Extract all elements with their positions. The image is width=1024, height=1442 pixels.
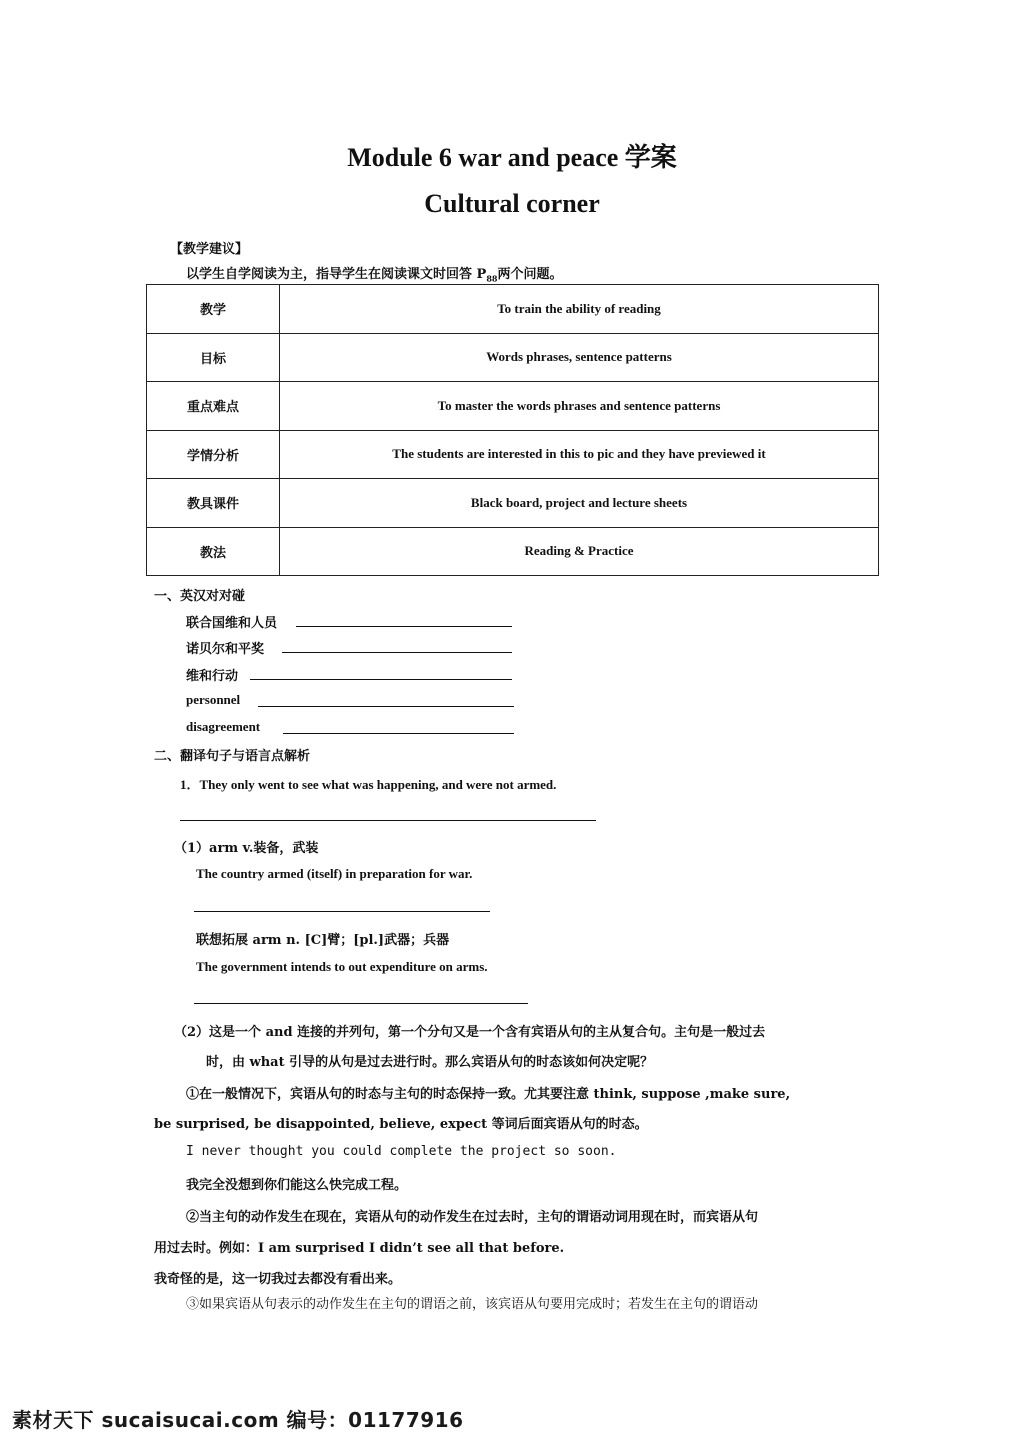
rule1-line1: ①在一般情况下，宾语从句的时态与主句的时态保持一致。尤其要注意 think, suppose ,make sure, [186,1087,791,1102]
teaching-plan-table [146,284,879,576]
point1-title: （1）arm v.装备，武装 [174,841,319,856]
watermark-bar [0,1396,1024,1442]
answer-blank[interactable] [180,820,596,821]
plan-row-value: To master the words phrases and sentence patterns [280,382,879,431]
point1-example2: The government intends to out expenditure on arms. [196,959,488,974]
advice-heading: 【教学建议】 [170,242,249,257]
plan-row [147,382,879,431]
answer-blank[interactable] [194,1003,528,1004]
page-title: Module 6 war and peace 学案 [347,143,677,172]
answer-blank[interactable] [194,911,490,912]
section2-heading: 二、翻译句子与语言点解析 [154,749,311,764]
answer-blank[interactable] [282,652,512,653]
section1-heading: 一、英汉对对碰 [154,589,246,604]
plan-row [147,430,879,479]
answer-blank[interactable] [283,733,514,734]
answer-blank[interactable] [258,706,514,707]
rule1-line2: be surprised, be disappointed, believe, expect 等词后面宾语从句的时态。 [154,1117,648,1132]
point1-extend: 联想拓展 arm n. [C]臂；[pl.]武器；兵器 [196,933,450,948]
point1-example: The country armed (itself) in preparation for war. [196,866,473,881]
plan-row-value: Words phrases, sentence patterns [280,333,879,382]
plan-row-value: Reading & Practice [280,527,879,576]
plan-row-label: 重点难点 [147,382,280,431]
advice-text-after: 两个问题。 [497,267,563,282]
plan-row-label: 教学 [147,285,280,334]
advice-text-before: 以学生自学阅读为主，指导学生在阅读课文时回答 P [186,267,487,282]
plan-row-value: The students are interested in this to pic and they have previewed it [280,430,879,479]
plan-row-value: To train the ability of reading [280,285,879,334]
plan-row-label: 目标 [147,333,280,382]
rule3-line1: ③如果宾语从句表示的动作发生在主句的谓语之前，该宾语从句要用完成时；若发生在主句的谓语动 [186,1297,759,1312]
answer-blank[interactable] [296,626,512,627]
rule2-line2: 用过去时。例如：I am surprised I didn’t see all that before. [154,1241,565,1256]
plan-row-label: 教法 [147,527,280,576]
sentence-1: 1．They only went to see what was happening, and were not armed. [180,777,557,792]
answer-blank[interactable] [250,679,512,680]
advice-page-number: 88 [486,273,498,284]
plan-row-label: 教具课件 [147,479,280,528]
example1-en: I never thought you could complete the project so soon. [186,1144,617,1159]
plan-row [147,527,879,576]
page-subtitle: Cultural corner [424,189,600,218]
example1-cn: 我完全没想到你们能这么快完成工程。 [186,1178,408,1193]
point2-line2: 时，由 what 引导的从句是过去进行时。那么宾语从句的时态该如何决定呢？ [206,1055,654,1070]
plan-row [147,479,879,528]
plan-row-value: Black board, project and lecture sheets [280,479,879,528]
plan-row [147,285,879,334]
vocab-item: 维和行动 [186,669,239,684]
advice-text [186,263,562,284]
vocab-item: 联合国维和人员 [186,616,278,631]
watermark-text: 素材天下 sucaisucai.com 编号：01177916 [12,1408,464,1432]
vocab-item: personnel [186,692,241,707]
plan-row-label: 学情分析 [147,430,280,479]
example2-cn: 我奇怪的是，这一切我过去都没有看出来。 [154,1272,402,1287]
point2-line1: （2）这是一个 and 连接的并列句，第一个分句又是一个含有宾语从句的主从复合句。主句是一般过去 [174,1025,766,1040]
plan-row [147,333,879,382]
rule2-line1: ②当主句的动作发生在现在，宾语从句的动作发生在过去时，主句的谓语动词用现在时，而宾语从句 [186,1210,759,1225]
vocab-item: disagreement [186,719,261,734]
vocab-item: 诺贝尔和平奖 [186,642,265,657]
